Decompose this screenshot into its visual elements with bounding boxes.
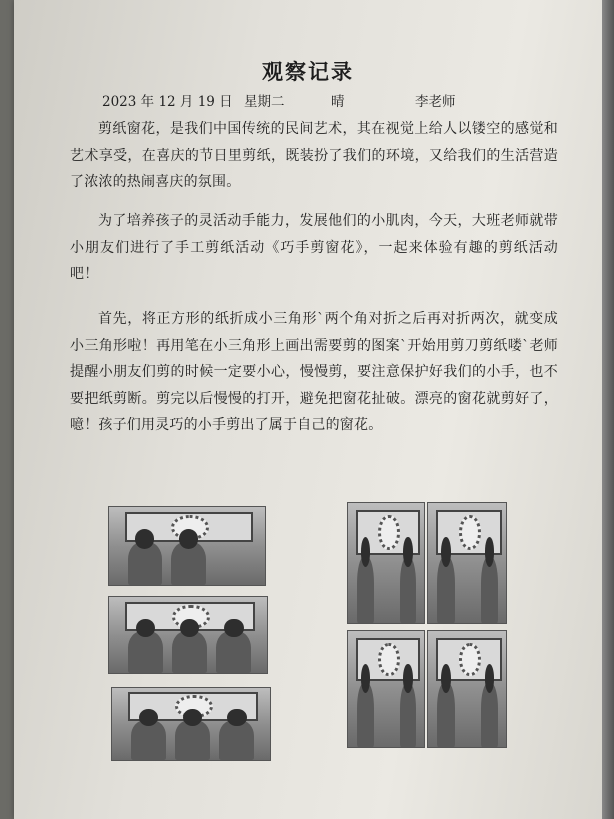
activity-photo-4 <box>347 502 425 624</box>
activity-photo-3 <box>111 687 271 761</box>
record-weather: 晴 <box>331 94 345 110</box>
record-teacher: 李老师 <box>415 94 456 110</box>
paper-page <box>14 0 602 819</box>
paragraph-purpose: 为了培养孩子的灵活动手能力，发展他们的小肌肉，今天，大班老师就带小朋友们进行了手工剪纸活动《巧手剪窗花》，一起来体验有趣的剪纸活动吧！ <box>70 213 558 282</box>
activity-photo-7 <box>427 630 507 748</box>
record-weekday: 星期二 <box>244 94 285 110</box>
background-edge <box>602 0 614 819</box>
paragraph-steps: 首先，将正方形的纸折成小三角形`两个角对折之后再对折两次，就变成小三角形啦！再用笔在小三角形上画出需要剪的图案`开始用剪刀剪纸喽`老师提醒小朋友们剪的时候一定要小心，慢慢剪，要注意保护好我们的小手，也不要把纸剪断。剪完以后慢慢的打开，避免把窗花扯破。漂亮的窗花就剪好了，噫！孩子们用灵巧的小手剪出了属于自己的窗花。 <box>70 311 558 433</box>
page-title: 观察记录 <box>262 59 354 84</box>
paragraph-intro: 剪纸窗花，是我们中国传统的民间艺术，其在视觉上给人以镂空的感觉和艺术享受，在喜庆的节日里剪纸，既装扮了我们的环境，又给我们的生活营造了浓浓的热闹喜庆的氛围。 <box>70 121 558 190</box>
activity-photo-6 <box>347 630 425 748</box>
activity-photo-5 <box>427 502 507 624</box>
activity-photo-1 <box>108 506 266 586</box>
activity-photo-2 <box>108 596 268 674</box>
record-date: 2023 年 12 月 19 日 <box>102 94 233 110</box>
